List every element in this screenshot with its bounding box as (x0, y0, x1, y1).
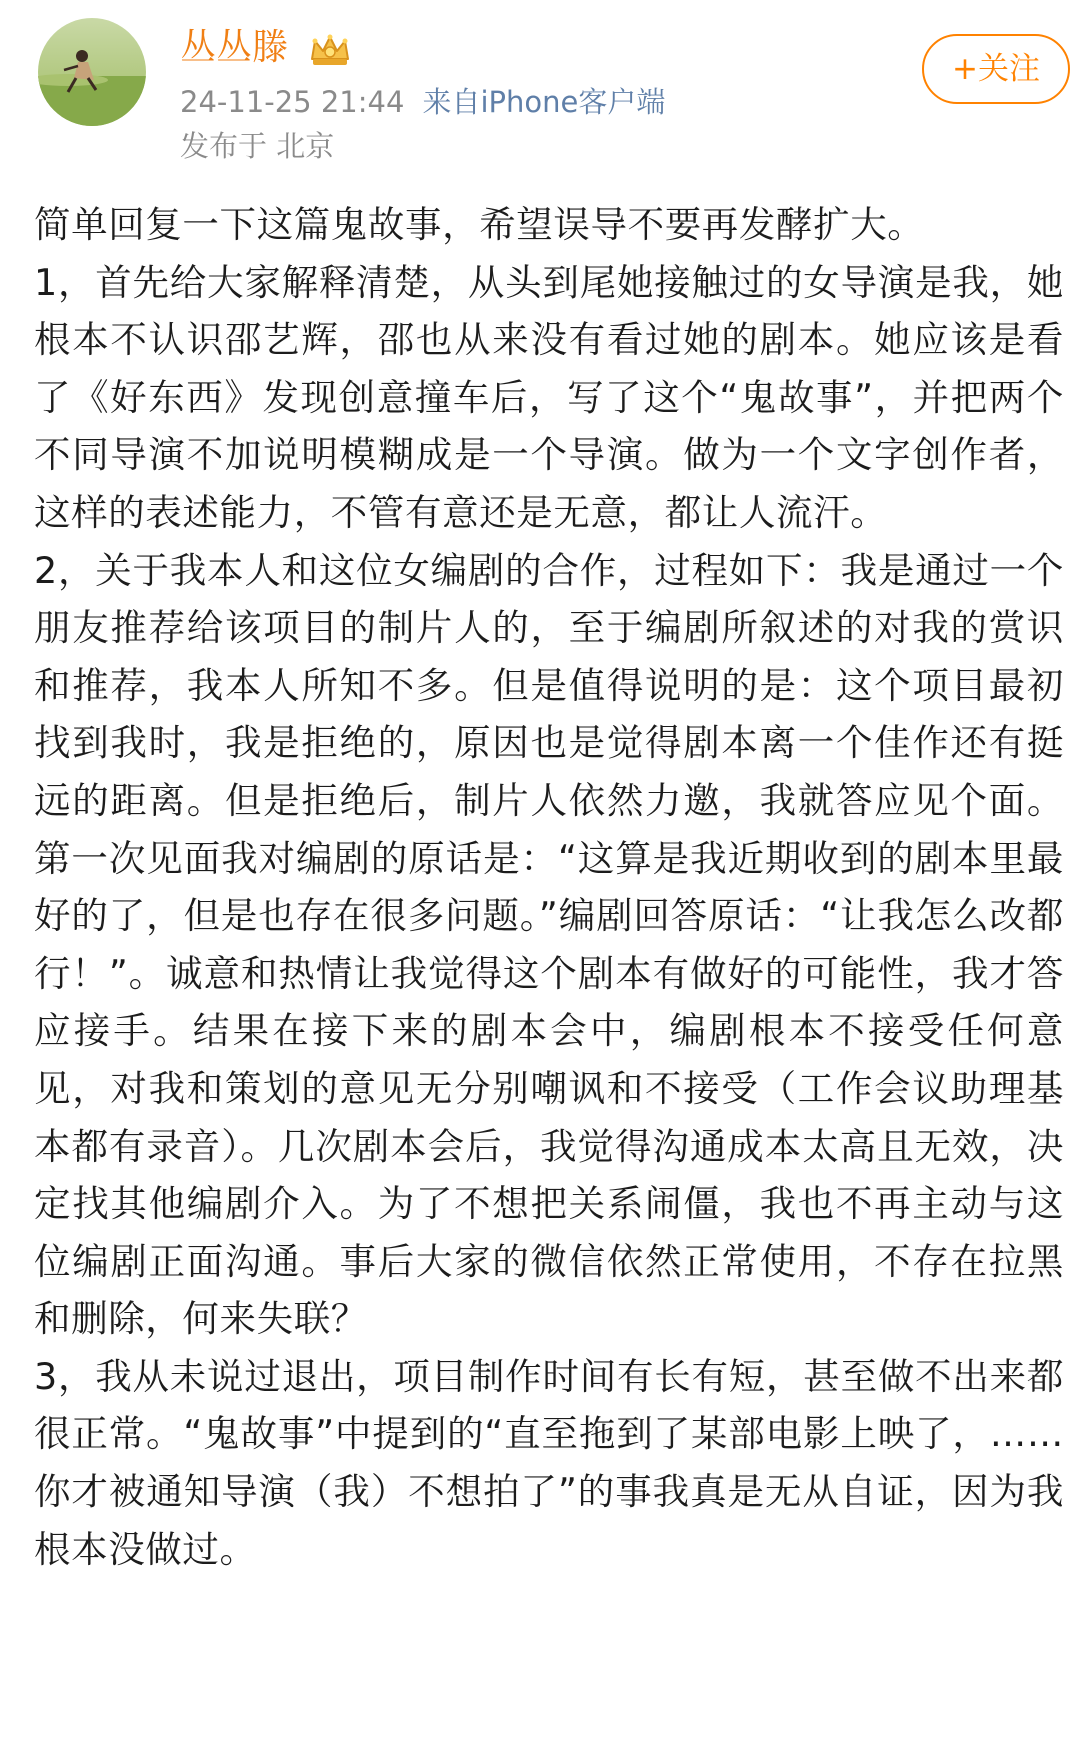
post-timestamp: 24-11-25 21:44 (180, 85, 405, 119)
post-meta (180, 82, 665, 122)
post-paragraph-2: 2，关于我本人和这位女编剧的合作，过程如下：我是通过一个朋友推荐给该项目的制片人的，至于编剧所叙述的对我的赏识和推荐，我本人所知不多。但是值得说明的是：这个项目最初找到我时，我是拒绝的，原因也是觉得剧本离一个佳作还有挺远的距离。但是拒绝后，制片人依然力邀，我就答应见个面。第一次见面我对编剧的原话是：“这算是我近期收到的剧本里最好的了，但是也存在很多问题。”编剧回答原话：“让我怎么改都行！”。诚意和热情让我觉得这个剧本有做好的可能性，我才答应接手。结果在接下来的剧本会中，编剧根本不接受任何意见，对我和策划的意见无分别嘲讽和不接受（工作会议助理基本都有录音）。几次剧本会后，我觉得沟通成本太高且无效，决定找其他编剧介入。为了不想把关系闹僵，我也不再主动与这位编剧正面沟通。事后大家的微信依然正常使用，不存在拉黑和删除，何来失联？ (34, 548, 1064, 1341)
avatar-image (38, 18, 146, 126)
post-paragraph-3: 3，我从未说过退出，项目制作时间有长有短，甚至做不出来都很正常。“鬼故事”中提到的“直至拖到了某部电影上映了，……你才被通知导演（我）不想拍了”的事我真是无从自证，因为我根本没做过。 (34, 1354, 1064, 1571)
post-body (34, 196, 1064, 1578)
author-name[interactable]: 丛丛滕 (180, 27, 289, 68)
post-header (0, 0, 1080, 175)
post-source: 来自iPhone客户端 (422, 85, 666, 119)
avatar[interactable] (38, 18, 146, 126)
vip-crown-icon (307, 31, 353, 69)
post-paragraph-intro: 简单回复一下这篇鬼故事，希望误导不要再发酵扩大。 (34, 203, 925, 246)
post-location: 发布于 北京 (180, 129, 335, 163)
follow-button[interactable]: +关注 (922, 34, 1070, 104)
post-paragraph-1: 1，首先给大家解释清楚，从头到尾她接触过的女导演是我，她根本不认识邵艺辉，邵也从来没有看过她的剧本。她应该是看了《好东西》发现创意撞车后，写了这个“鬼故事”，并把两个不同导演不加说明模糊成是一个导演。做为一个文字创作者，这样的表述能力，不管有意还是无意，都让人流汗。 (34, 260, 1064, 534)
